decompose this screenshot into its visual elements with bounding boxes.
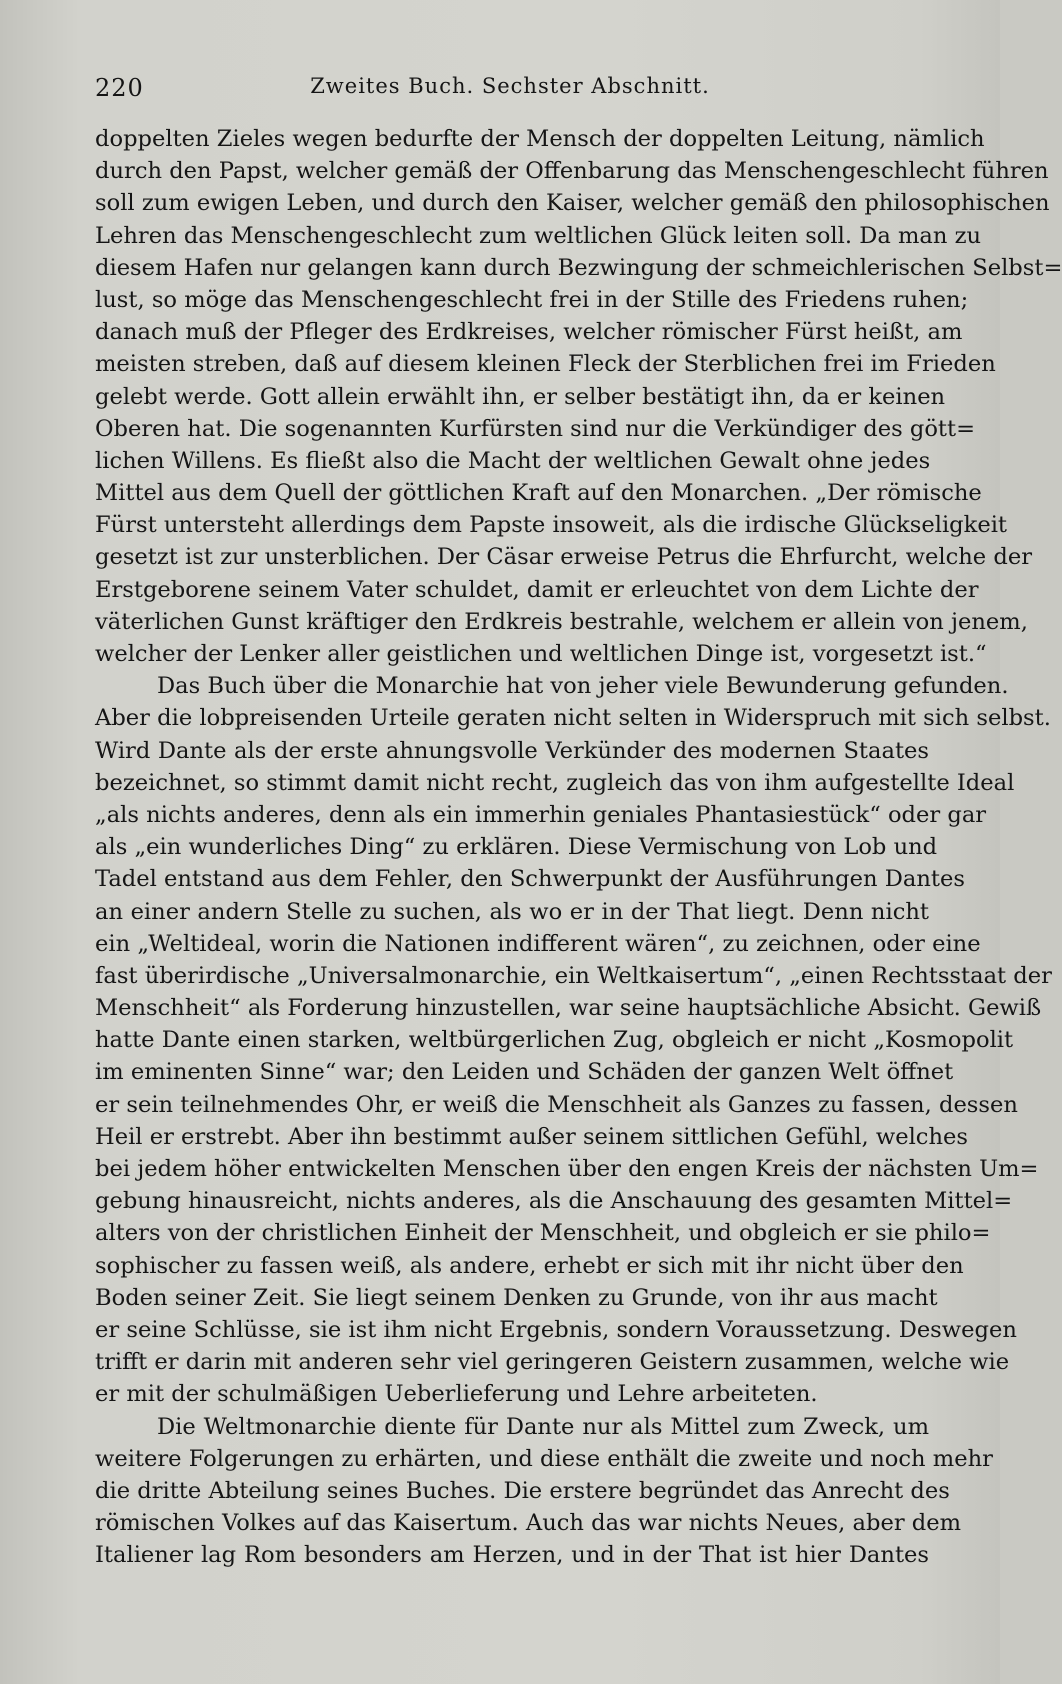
text-line: alters von der christlichen Einheit der Menschheit, und obgleich er sie philo= [95,1220,991,1247]
paragraph-start-line: Das Buch über die Monarchie hat von jeher viele Bewunderung gefunden. [157,673,1009,700]
text-line: Oberen hat. Die sogenannten Kurfürsten sind nur die Verkündiger des gött= [95,415,976,442]
text-line: durch den Papst, welcher gemäß der Offenbarung das Menschengeschlecht führen [95,158,1049,185]
text-line: Wird Dante als der erste ahnungsvolle Verkünder des modernen Staates [95,737,929,764]
text-line: bezeichnet, so stimmt damit nicht recht, zugleich das von ihm aufgestellte Ideal [95,769,1015,796]
text-line: im eminenten Sinne“ war; den Leiden und Schäden der ganzen Welt öffnet [95,1059,954,1086]
text-line: diesem Hafen nur gelangen kann durch Bezwingung der schmeichlerischen Selbst= [95,254,1062,281]
text-line: Fürst untersteht allerdings dem Papste insoweit, als die irdische Glückseligkeit [95,512,1008,539]
page-header [95,74,925,108]
text-line: Erstgeborene seinem Vater schuldet, damit er erleuchtet von dem Lichte der [95,576,979,603]
text-line: als „ein wunderliches Ding“ zu erklären. Diese Vermischung von Lob und [95,834,938,861]
text-line: väterlichen Gunst kräftiger den Erdkreis bestrahle, welchem er allein von jenem, [95,608,1028,635]
running-head: Zweites Buch. Sechster Abschnitt. [310,74,710,98]
text-line: lust, so möge das Menschengeschlecht frei in der Stille des Friedens ruhen; [95,286,969,313]
text-line: „als nichts anderes, denn als ein immerhin geniales Phantasiestück“ oder gar [95,801,987,828]
text-line: gelebt werde. Gott allein erwählt ihn, er selber bestätigt ihn, da er keinen [95,383,946,410]
text-line: danach muß der Pfleger des Erdkreises, welcher römischer Fürst heißt, am [95,319,963,346]
text-line: Aber die lobpreisenden Urteile geraten nicht selten in Widerspruch mit sich selbst. [95,705,1051,732]
paragraph-end-line: er mit der schulmäßigen Ueberlieferung und Lehre arbeiteten. [95,1381,818,1408]
paragraph-end-line: welcher der Lenker aller geistlichen und weltlichen Dinge ist, vorgesetzt ist.“ [95,641,987,667]
page-number: 220 [95,74,144,102]
text-line: die dritte Abteilung seines Buches. Die erstere begründet das Anrecht des [95,1477,950,1504]
text-line: Lehren das Menschengeschlecht zum weltlichen Glück leiten soll. Da man zu [95,222,982,249]
text-line: hatte Dante einen starken, weltbürgerlichen Zug, obgleich er nicht „Kosmopolit [95,1027,1014,1054]
text-line: Heil er erstrebt. Aber ihn bestimmt außer seinem sittlichen Gefühl, welches [95,1123,968,1150]
text-line: meisten streben, daß auf diesem kleinen Fleck der Sterblichen frei im Frieden [95,351,996,378]
text-line: römischen Volkes auf das Kaisertum. Auch das war nichts Neues, aber dem [95,1510,962,1537]
text-line: lichen Willens. Es fließt also die Macht der weltlichen Gewalt ohne jedes [95,447,931,474]
body-text [95,123,1062,1571]
text-line: doppelten Zieles wegen bedurfte der Mensch der doppelten Leitung, nämlich [95,126,985,152]
text-line: Tadel entstand aus dem Fehler, den Schwerpunkt der Ausführungen Dantes [95,866,965,893]
text-line: bei jedem höher entwickelten Menschen über den engen Kreis der nächsten Um= [95,1156,1039,1182]
text-line: sophischer zu fassen weiß, als andere, erhebt er sich mit ihr nicht über den [95,1252,964,1279]
paragraph-start-line: Die Weltmonarchie diente für Dante nur als Mittel zum Zweck, um [157,1413,929,1440]
text-line: gesetzt ist zur unsterblichen. Der Cäsar erweise Petrus die Ehrfurcht, welche der [95,544,1032,571]
text-line: an einer andern Stelle zu suchen, als wo er in der That liegt. Denn nicht [95,898,929,925]
text-line: er sein teilnehmendes Ohr, er weiß die Menschheit als Ganzes zu fassen, dessen [95,1091,1018,1118]
text-line: gebung hinausreicht, nichts anderes, als die Anschauung des gesamten Mittel= [95,1188,1013,1215]
text-line: Mittel aus dem Quell der göttlichen Kraft auf den Monarchen. „Der römische [95,480,982,507]
text-line: trifft er darin mit anderen sehr viel geringeren Geistern zusammen, welche wie [95,1349,1010,1376]
text-line: Boden seiner Zeit. Sie liegt seinem Denken zu Grunde, von ihr aus macht [95,1284,938,1311]
text-line: weitere Folgerungen zu erhärten, und diese enthält die zweite und noch mehr [95,1445,993,1472]
text-line: Italiener lag Rom besonders am Herzen, und in der That ist hier Dantes [95,1542,929,1569]
text-line: soll zum ewigen Leben, und durch den Kaiser, welcher gemäß den philosophischen [95,190,1050,217]
text-line: er seine Schlüsse, sie ist ihm nicht Ergebnis, sondern Voraussetzung. Deswegen [95,1316,1017,1343]
text-line: ein „Weltideal, worin die Nationen indifferent wären“, zu zeichnen, oder eine [95,930,981,957]
text-line: Menschheit“ als Forderung hinzustellen, war seine hauptsächliche Absicht. Gewiß [95,995,1042,1022]
text-line: fast überirdische „Universalmonarchie, ein Weltkaisertum“, „einen Rechtsstaat der [95,962,1052,989]
